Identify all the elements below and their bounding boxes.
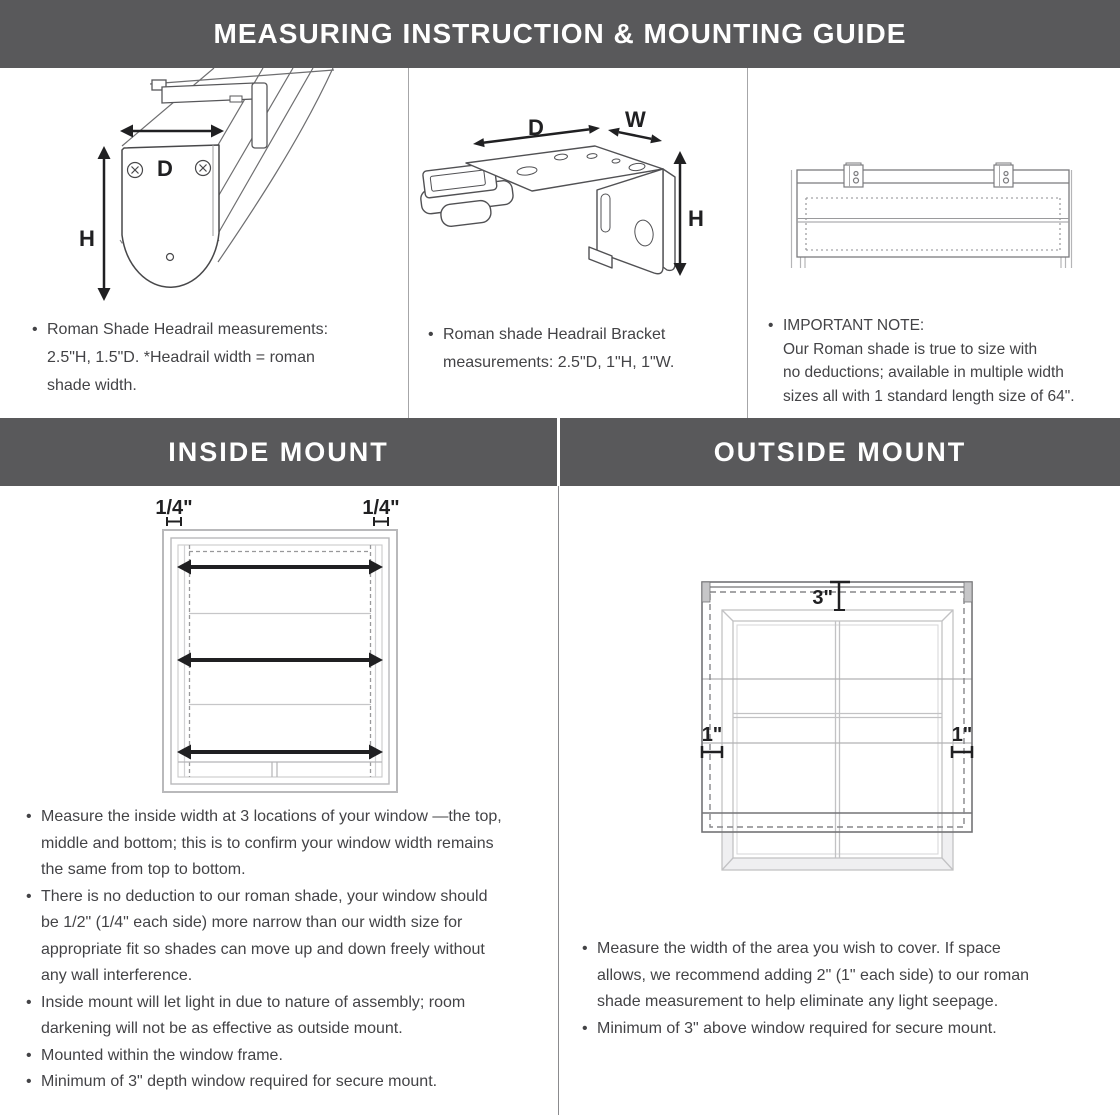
column-divider bbox=[558, 486, 559, 1115]
headrail-caption bbox=[32, 316, 362, 400]
bracket-caption bbox=[428, 321, 734, 377]
list-item-text: Mounted within the window frame. bbox=[41, 1046, 283, 1064]
gap-measure-marks bbox=[167, 517, 388, 526]
inside-mount-notes bbox=[26, 804, 508, 1096]
list-item bbox=[26, 1043, 508, 1070]
bullet-marker: • bbox=[26, 993, 32, 1011]
list-item-text: Measure the width of the area you wish to cover. If space allows, we recommend adding 2" (1" each side) to our roman shade measurement to help eliminate any light seepage. bbox=[597, 940, 1030, 1010]
bracket-depth-label: D bbox=[528, 115, 544, 140]
height-arrow bbox=[98, 146, 111, 301]
section-band bbox=[0, 418, 1120, 486]
inside-gap-label-right: 1/4" bbox=[362, 497, 400, 519]
bracket-height-label: H bbox=[688, 206, 704, 231]
window-below-shade-fill bbox=[722, 832, 953, 870]
bullet-marker: • bbox=[582, 940, 588, 957]
bullet-marker: • bbox=[428, 326, 434, 343]
bracket-body bbox=[417, 146, 675, 274]
mounted-shade-diagram bbox=[747, 68, 1120, 318]
top-clearance-mark bbox=[830, 582, 850, 610]
bullet-marker: • bbox=[32, 321, 38, 338]
list-item bbox=[582, 1016, 1044, 1043]
mounting-bracket-icon bbox=[844, 163, 863, 187]
outside-mount-diagram bbox=[560, 560, 1120, 920]
rail-mount-bracket bbox=[152, 80, 267, 148]
outside-mount-title: OUTSIDE MOUNT bbox=[713, 436, 967, 467]
list-item-text: There is no deduction to our roman shade, your window should be 1/2" (1/4" each side) more narrow than our width size for appropriate fit so shades can move up and down freely without any wall interference. bbox=[41, 887, 488, 984]
note-line: sizes all with 1 standard length size of 64". bbox=[783, 387, 1075, 405]
bullet-marker: • bbox=[26, 1073, 32, 1090]
shade-stitch-lines bbox=[806, 198, 1060, 250]
inside-mount-title: INSIDE MOUNT bbox=[168, 436, 389, 467]
top-clearance-label: 3" bbox=[812, 587, 833, 609]
inside-mount-header bbox=[0, 418, 560, 486]
side-overlap-label-left: 1" bbox=[701, 724, 723, 746]
inside-gap-label-left: 1/4" bbox=[155, 497, 193, 519]
headrail-bottom-lines bbox=[797, 219, 1069, 223]
note-heading: IMPORTANT NOTE: bbox=[783, 317, 925, 334]
note-line: no deductions; available in multiple width bbox=[783, 364, 1064, 382]
list-item bbox=[26, 884, 508, 990]
window-frame-lines bbox=[722, 610, 953, 870]
shade-fold-lines bbox=[702, 679, 972, 743]
depth-label: D bbox=[157, 156, 173, 181]
caption-line: shade width. bbox=[47, 377, 137, 394]
headrail-diagram bbox=[0, 68, 408, 318]
side-overlap-mark-left bbox=[702, 746, 722, 758]
page-title: MEASURING INSTRUCTION & MOUNTING GUIDE bbox=[213, 18, 907, 49]
inside-mount-diagram bbox=[0, 486, 558, 810]
list-item-text: Minimum of 3" depth window required for secure mount. bbox=[41, 1073, 438, 1090]
bullet-marker: • bbox=[26, 887, 32, 905]
note-line: Our Roman shade is true to size with bbox=[783, 340, 1038, 358]
side-overlap-label-right: 1" bbox=[951, 724, 973, 746]
list-item-text: Measure the inside width at 3 locations of your window —the top, middle and bottom; this is to confirm your window width remains the same from top to bottom. bbox=[41, 808, 502, 878]
caption-line: Roman Shade Headrail measurements: bbox=[47, 321, 329, 338]
caption-line: 2.5"H, 1.5"D. *Headrail width = roman bbox=[47, 349, 315, 366]
list-item bbox=[582, 936, 1044, 1016]
outside-mount-notes bbox=[582, 936, 1044, 1042]
mounting-bracket-icon bbox=[994, 163, 1013, 187]
bracket-width-label: W bbox=[625, 107, 646, 132]
side-overlap-mark-right bbox=[952, 746, 972, 758]
outside-mount-header bbox=[560, 418, 1120, 486]
bracket-diagram bbox=[408, 68, 747, 318]
list-item-text: Inside mount will let light in due to nature of assembly; room darkening will not be as effective as outside mount. bbox=[41, 993, 466, 1037]
list-item bbox=[26, 1069, 508, 1096]
page-header bbox=[0, 0, 1120, 68]
caption-line: measurements: 2.5"D, 1"H, 1"W. bbox=[443, 354, 675, 371]
bullet-marker: • bbox=[768, 317, 774, 334]
depth-arrow bbox=[120, 125, 224, 138]
bullet-marker: • bbox=[582, 1019, 588, 1037]
bullet-marker: • bbox=[26, 808, 32, 825]
important-note bbox=[768, 314, 1120, 408]
bullet-marker: • bbox=[26, 1046, 32, 1064]
list-item-text: Minimum of 3" above window required for secure mount. bbox=[597, 1019, 997, 1037]
shade-outline bbox=[797, 170, 1069, 257]
height-label: H bbox=[79, 226, 95, 251]
list-item bbox=[26, 804, 508, 884]
shade-outline bbox=[702, 582, 972, 832]
shade-dashed-border bbox=[710, 592, 964, 827]
caption-line: Roman shade Headrail Bracket bbox=[443, 326, 666, 343]
list-item bbox=[26, 990, 508, 1043]
